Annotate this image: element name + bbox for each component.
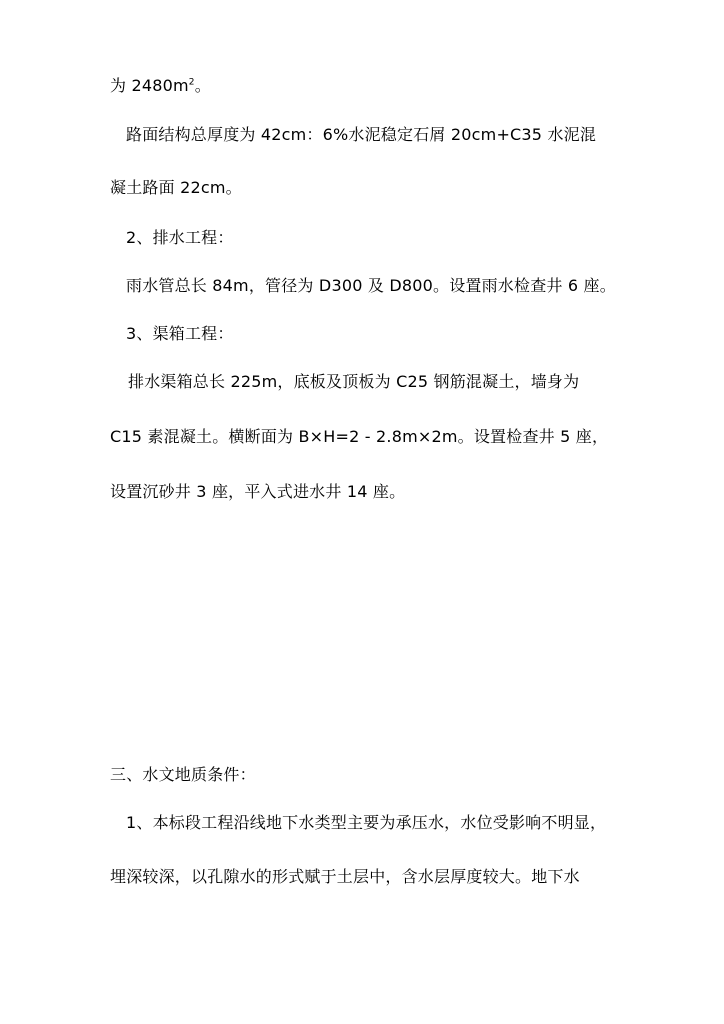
paragraph-line-surface: 凝土路面 22cm。	[110, 178, 242, 197]
section-heading-drainage: 2、排水工程：	[126, 228, 234, 247]
area-tail: 。	[194, 76, 211, 95]
paragraph-line-structure: 路面结构总厚度为 42cm：6%水泥稳定石屑 20cm+C35 水泥混	[126, 125, 597, 144]
section-heading-culvert: 3、渠箱工程：	[126, 324, 234, 343]
paragraph-line-rain-pipe: 雨水管总长 84m，管径为 D300 及 D800。设置雨水检查井 6 座。	[126, 276, 616, 295]
paragraph-line-culvert-section: C15 素混凝土。横断面为 B×H=2 - 2.8m×2m。设置检查井 5 座，	[110, 427, 609, 446]
section-heading-hydrogeology: 三、水文地质条件：	[110, 765, 256, 784]
paragraph-line-area	[110, 76, 211, 96]
area-text: 为 2480m	[110, 76, 189, 95]
paragraph-line-wells: 设置沉砂井 3 座，平入式进水井 14 座。	[110, 482, 406, 501]
paragraph-line-groundwater-depth: 埋深较深，以孔隙水的形式赋于土层中，含水层厚度较大。地下水	[110, 867, 580, 886]
paragraph-line-groundwater-type: 1、本标段工程沿线地下水类型主要为承压水，水位受影响不明显，	[126, 813, 607, 832]
area-superscript: 2	[188, 77, 195, 88]
paragraph-line-culvert-length: 排水渠箱总长 225m，底板及顶板为 C25 钢筋混凝土，墙身为	[128, 372, 580, 391]
